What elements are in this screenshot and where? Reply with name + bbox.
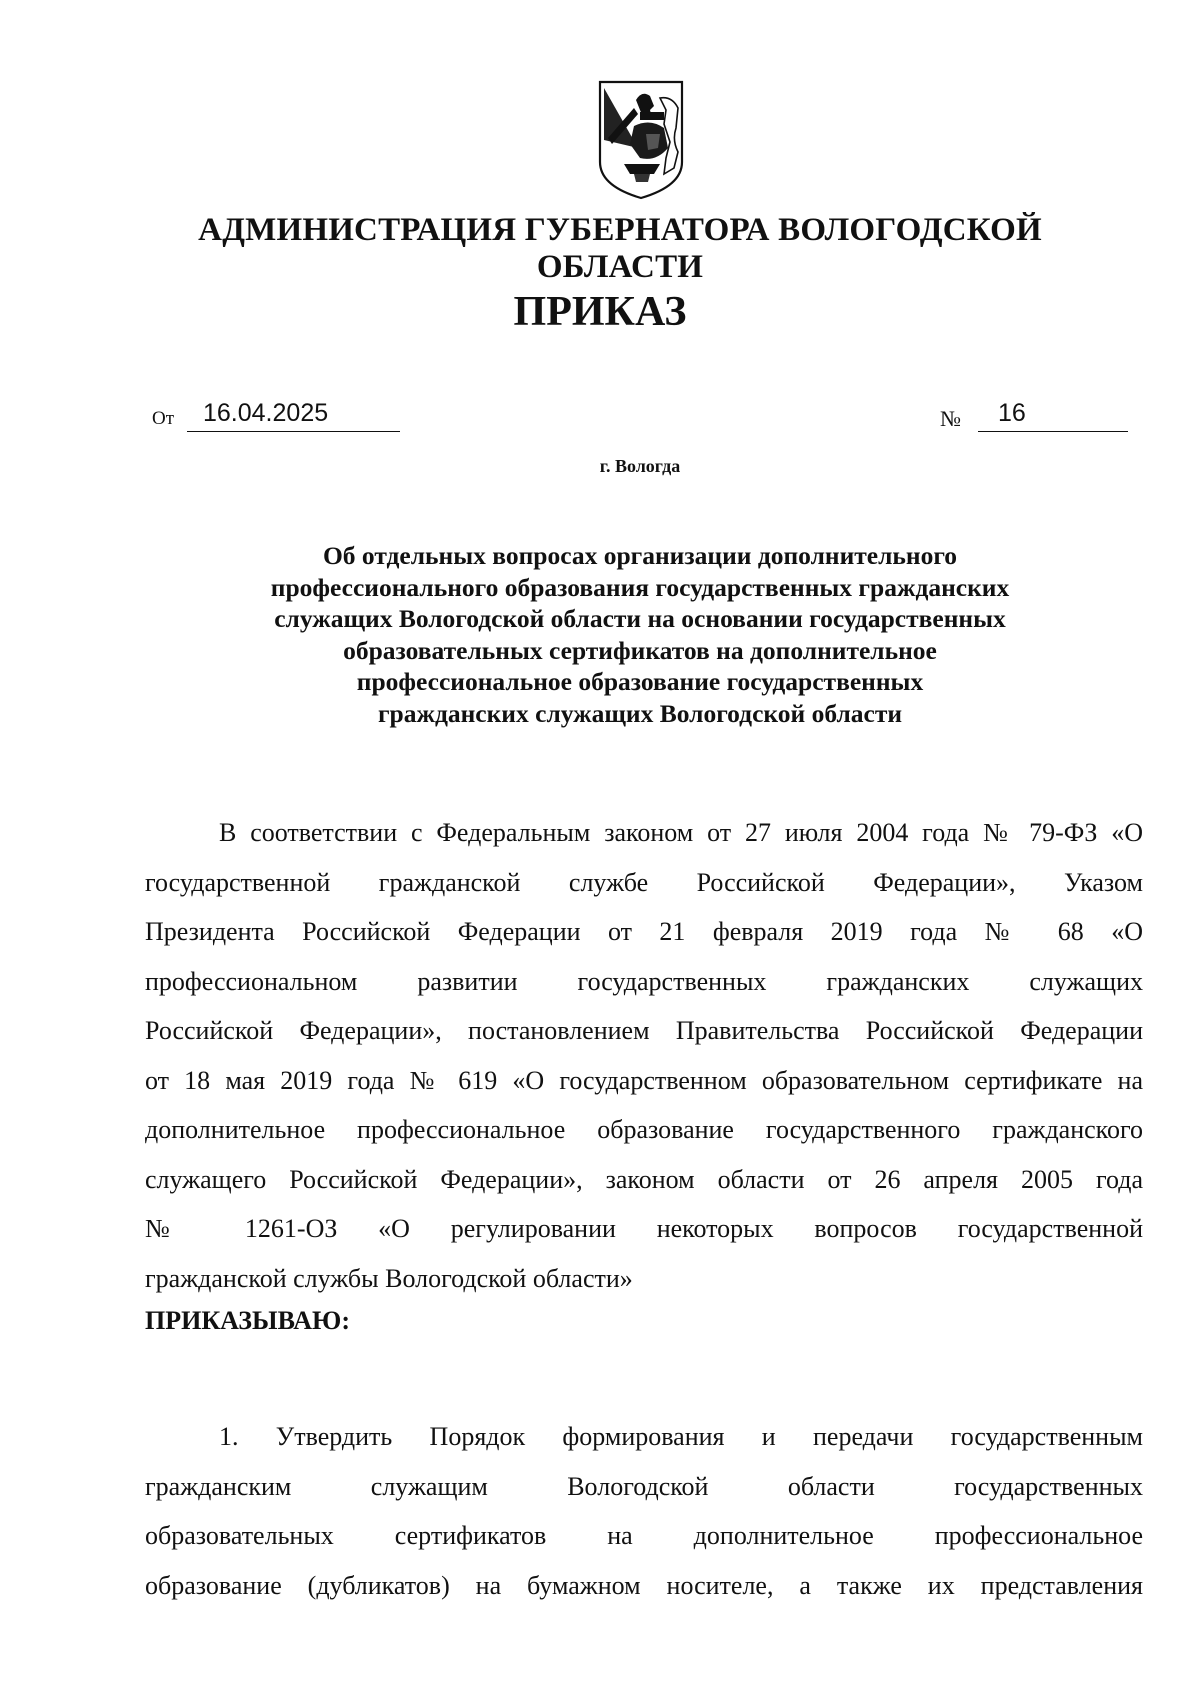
document-subject-title [180, 540, 1100, 729]
preamble-paragraph [145, 808, 1143, 1303]
title-line: служащих Вологодской области на основании государственных [274, 604, 1006, 633]
preamble-line: Президента Российской Федерации от 21 февраля 2019 года № 68 «О [145, 917, 1143, 946]
date-number-row [0, 398, 1200, 438]
preamble-line: В соответствии с Федеральным законом от 27 июля 2004 года № 79-ФЗ «О [219, 818, 1143, 847]
preamble-line: № 1261-ОЗ «О регулировании некоторых вопросов государственной [145, 1214, 1143, 1243]
title-line: профессиональное образование государственных [356, 667, 924, 696]
preamble-line: Российской Федерации», постановлением Правительства Российской Федерации [145, 1016, 1143, 1045]
title-line: гражданских служащих Вологодской области [377, 698, 903, 728]
preamble-line: государственной гражданской службе Российской Федерации», Указом [145, 867, 1143, 897]
number-prefix: № [940, 406, 961, 431]
item-line: гражданским служащим Вологодской области государственных [145, 1471, 1143, 1501]
item-line: образование (дубликатов) на бумажном носителе, а также их представления [145, 1570, 1143, 1600]
item-line: 1. Утвердить Порядок формирования и передачи государственным [219, 1422, 1143, 1451]
title-line: образовательных сертификатов на дополнительное [343, 635, 937, 665]
preamble-line: дополнительное профессиональное образование государственного гражданского [145, 1115, 1143, 1144]
document-number: 16 [978, 398, 1128, 432]
document-type-title: ПРИКАЗ [513, 289, 687, 335]
preamble-line: служащего Российской Федерации», законом области от 26 апреля 2005 года [145, 1164, 1143, 1194]
title-line: профессионального образования государственных гражданских [270, 572, 1010, 602]
preamble-line: профессиональном развитии государственных гражданских служащих [145, 966, 1143, 996]
coat-of-arms-emblem [594, 78, 688, 200]
item-line: образовательных сертификатов на дополнительное профессиональное [145, 1521, 1143, 1550]
order-verb: ПРИКАЗЫВАЮ: [145, 1306, 350, 1335]
organization-name: АДМИНИСТРАЦИЯ ГУБЕРНАТОРА ВОЛОГОДСКОЙ ОБЛАСТИ [198, 212, 1042, 285]
preamble-line: гражданской службы Вологодской области» [145, 1263, 633, 1293]
title-line: Об отдельных вопросах организации дополнительного [322, 541, 958, 570]
date-prefix: От [152, 408, 175, 429]
preamble-line: от 18 мая 2019 года № 619 «О государственном образовательном сертификате на [145, 1065, 1143, 1095]
document-date: 16.04.2025 [187, 398, 400, 432]
city-label: г. Вологда [599, 456, 681, 476]
order-item-1 [145, 1412, 1143, 1610]
